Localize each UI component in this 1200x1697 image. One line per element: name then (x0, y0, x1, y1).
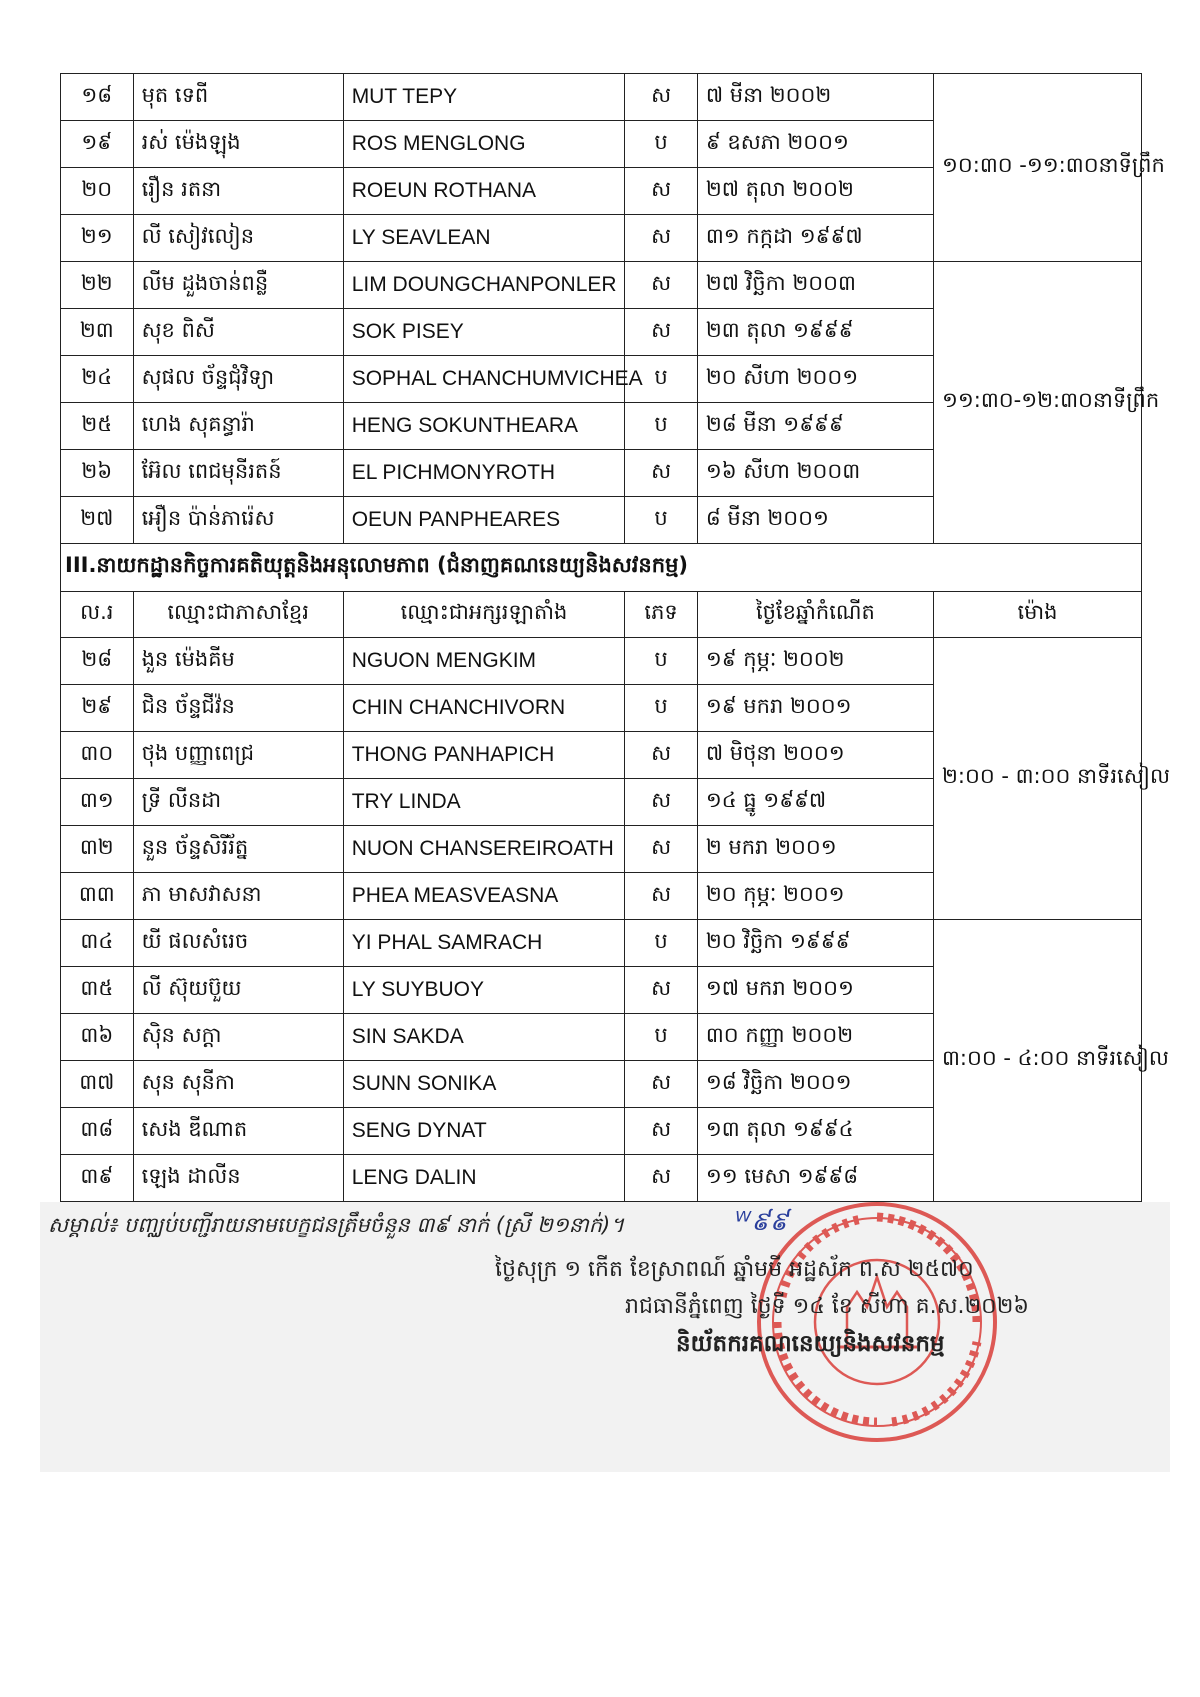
date-of-birth: ៧ មិថុនា ២០០១ (697, 732, 933, 779)
date-of-birth: ១៧ មករា ២០០១ (697, 967, 933, 1014)
row-number: ២៦ (61, 450, 134, 497)
sex: ស (625, 1108, 698, 1155)
khmer-name: ឡេង ដាលីន (133, 1155, 343, 1202)
row-number: ៣៥ (61, 967, 134, 1014)
khmer-name: សុខ ពិសី (133, 309, 343, 356)
date-of-birth: ២៧ វិច្ឆិកា ២០០៣ (697, 262, 933, 309)
date-of-birth: ៩ ឧសភា ២០០១ (697, 121, 933, 168)
header-date-of-birth: ថ្ងៃខែឆ្នាំកំណើត (697, 592, 933, 638)
sex: ស (625, 873, 698, 920)
sex: ប (625, 920, 698, 967)
sex: ប (625, 638, 698, 685)
row-number: ២៣ (61, 309, 134, 356)
header-khmer-name: ឈ្មោះជាភាសាខ្មែរ (133, 592, 343, 638)
latin-name: TRY LINDA (343, 779, 625, 826)
table-row (61, 262, 1142, 309)
sex: ស (625, 826, 698, 873)
latin-name: ROS MENGLONG (343, 121, 625, 168)
table-row (61, 638, 1142, 685)
sex: ប (625, 356, 698, 403)
date-of-birth: ៧ មីនា ២០០២ (697, 74, 933, 121)
khmer-name: យី ផលសំរេច (133, 920, 343, 967)
sex: ស (625, 450, 698, 497)
table-row (61, 74, 1142, 121)
khmer-name: អ៊ែល ពេជមុនីរតន៍ (133, 450, 343, 497)
khmer-name: រស់ ម៉េងឡុង (133, 121, 343, 168)
latin-name: LENG DALIN (343, 1155, 625, 1202)
sex: ប (625, 497, 698, 544)
khmer-name: ស៊ិន សក្ដា (133, 1014, 343, 1061)
khmer-name: មុត ទេពី (133, 74, 343, 121)
time-slot: ២:០០ - ៣:០០ នាទីរសៀល (933, 638, 1141, 920)
sex: ប (625, 403, 698, 450)
section-row (61, 544, 1142, 592)
row-number: ២៩ (61, 685, 134, 732)
time-slot: ៣:០០ - ៤:០០ នាទីរសៀល (933, 920, 1141, 1202)
latin-name: MUT TEPY (343, 74, 625, 121)
row-number: ២០ (61, 168, 134, 215)
khmer-name: ទ្រី លីនដា (133, 779, 343, 826)
sex: ស (625, 262, 698, 309)
latin-name: LY SUYBUOY (343, 967, 625, 1014)
khmer-name: រឿន រតនា (133, 168, 343, 215)
date-of-birth: ២០ កុម្ភៈ ២០០១ (697, 873, 933, 920)
sex: ស (625, 967, 698, 1014)
latin-name: CHIN CHANCHIVORN (343, 685, 625, 732)
table-row (61, 920, 1142, 967)
date-of-birth: ១៤ ធ្នូ ១៩៩៧ (697, 779, 933, 826)
section-title: III.នាយកដ្ឋានកិច្ចការគតិយុត្តនិងអនុលោមភាព (ជំនាញគណនេយ្យនិងសវនកម្ម) (61, 544, 1142, 592)
row-number: ៣៦ (61, 1014, 134, 1061)
sex: ប (625, 121, 698, 168)
latin-name: YI PHAL SAMRACH (343, 920, 625, 967)
row-number: ២១ (61, 215, 134, 262)
sex: ស (625, 1061, 698, 1108)
date-of-birth: ២៧ តុលា ២០០២ (697, 168, 933, 215)
date-of-birth: ២០ វិច្ឆិកា ១៩៩៩ (697, 920, 933, 967)
latin-name: ROEUN ROTHANA (343, 168, 625, 215)
date-of-birth: ២៨ មីនា ១៩៩៩ (697, 403, 933, 450)
khmer-name: លីម ដួងចាន់ពន្លឺ (133, 262, 343, 309)
row-number: ៣៨ (61, 1108, 134, 1155)
latin-name: THONG PANHAPICH (343, 732, 625, 779)
khmer-name: លី ស៊ុយប៊ួយ (133, 967, 343, 1014)
row-number: ៣១ (61, 779, 134, 826)
header-sex: ភេទ (625, 592, 698, 638)
sex: ស (625, 309, 698, 356)
latin-name: OEUN PANPHEARES (343, 497, 625, 544)
row-number: ៣៧ (61, 1061, 134, 1108)
row-number: ១៨ (61, 74, 134, 121)
khmer-name: សុផល ច័ន្ទជុំវិទ្យា (133, 356, 343, 403)
row-number: ៣៣ (61, 873, 134, 920)
date-of-birth: ២០ សីហា ២០០១ (697, 356, 933, 403)
latin-name: SIN SAKDA (343, 1014, 625, 1061)
row-number: ៣២ (61, 826, 134, 873)
date-of-birth: ២៣ តុលា ១៩៩៩ (697, 309, 933, 356)
row-number: ២៥ (61, 403, 134, 450)
latin-name: LY SEAVLEAN (343, 215, 625, 262)
date-of-birth: ៨ មីនា ២០០១ (697, 497, 933, 544)
date-of-birth: ៣០ កញ្ញា ២០០២ (697, 1014, 933, 1061)
row-number: ២២ (61, 262, 134, 309)
candidate-table (60, 73, 1170, 1202)
sex: ស (625, 168, 698, 215)
row-number: ២៤ (61, 356, 134, 403)
date-of-birth: ១៩ មករា ២០០១ (697, 685, 933, 732)
header-number: ល.រ (61, 592, 134, 638)
table-header (61, 592, 1142, 638)
sex: ស (625, 215, 698, 262)
row-number: ២៧ (61, 497, 134, 544)
row-number: ៣០ (61, 732, 134, 779)
khmer-name: សេង ឌីណាត (133, 1108, 343, 1155)
khmer-name: នួន ច័ន្ទសិរីរ័ត្ន (133, 826, 343, 873)
latin-name: HENG SOKUNTHEARA (343, 403, 625, 450)
row-number: ១៩ (61, 121, 134, 168)
latin-name: NUON CHANSEREIROATH (343, 826, 625, 873)
date-of-birth: ១៣ តុលា ១៩៩៤ (697, 1108, 933, 1155)
khmer-name: ថុង បញ្ញាពេជ្រ (133, 732, 343, 779)
sex: ប (625, 685, 698, 732)
footnote: សម្គាល់៖ បញ្ឈប់បញ្ជីរាយនាមបេក្ខជនត្រឹមចំនួន ៣៩ នាក់ (ស្រី ២១នាក់)។ (48, 1213, 625, 1237)
khmer-name: លី សៀវលៀន (133, 215, 343, 262)
date-of-birth: ១៦ សីហា ២០០៣ (697, 450, 933, 497)
time-slot: ១០:៣០ -១១:៣០នាទីព្រឹក (933, 74, 1141, 262)
date-of-birth: ២ មករា ២០០១ (697, 826, 933, 873)
row-number: ៣៩ (61, 1155, 134, 1202)
sex: ស (625, 1155, 698, 1202)
latin-name: EL PICHMONYROTH (343, 450, 625, 497)
solar-date-line: រាជធានីភ្នំពេញ ថ្ងៃទី ១៤ ខែ សីហា គ.ស.២០២៦ (625, 1294, 1029, 1319)
khmer-name: ភា មាសវាសនា (133, 873, 343, 920)
latin-name: SENG DYNAT (343, 1108, 625, 1155)
date-of-birth: ១១ មេសា ១៩៩៨ (697, 1155, 933, 1202)
khmer-name: អឿន ប៉ាន់ភារ៉េស (133, 497, 343, 544)
latin-name: NGUON MENGKIM (343, 638, 625, 685)
sex: ប (625, 1014, 698, 1061)
header-latin-name: ឈ្មោះជាអក្សរឡាតាំង (343, 592, 625, 638)
latin-name: LIM DOUNGCHANPONLER (343, 262, 625, 309)
signatory-title: និយ័តករគណនេយ្យនិងសវនកម្ម (676, 1331, 945, 1357)
sex: ស (625, 74, 698, 121)
handwritten-initials: ᵂ៩៩ (735, 1207, 789, 1237)
khmer-name: ងួន ម៉េងគីម (133, 638, 343, 685)
time-slot: ១១:៣០-១២:៣០នាទីព្រឹក (933, 262, 1141, 544)
khmer-name: ហេង សុគន្ធារ៉ា (133, 403, 343, 450)
khmer-name: ជិន ច័ន្ទជីវ៉ន (133, 685, 343, 732)
header-time: ម៉ោង (933, 592, 1141, 638)
lunar-date-line: ថ្ងៃសុក្រ ១ កើត ខែស្រាពណ៍ ឆ្នាំមមី អដ្ឋស័ក ព.ស ២៥៧០ (495, 1257, 974, 1282)
sex: ស (625, 779, 698, 826)
sex: ស (625, 732, 698, 779)
latin-name: PHEA MEASVEASNA (343, 873, 625, 920)
date-of-birth: ១៨ វិច្ឆិកា ២០០១ (697, 1061, 933, 1108)
date-of-birth: ១៩ កុម្ភៈ ២០០២ (697, 638, 933, 685)
row-number: ៣៤ (61, 920, 134, 967)
row-number: ២៨ (61, 638, 134, 685)
khmer-name: សុន សុនីកា (133, 1061, 343, 1108)
date-of-birth: ៣១ កក្កដា ១៩៩៧ (697, 215, 933, 262)
latin-name: SOPHAL CHANCHUMVICHEA (343, 356, 625, 403)
latin-name: SUNN SONIKA (343, 1061, 625, 1108)
latin-name: SOK PISEY (343, 309, 625, 356)
